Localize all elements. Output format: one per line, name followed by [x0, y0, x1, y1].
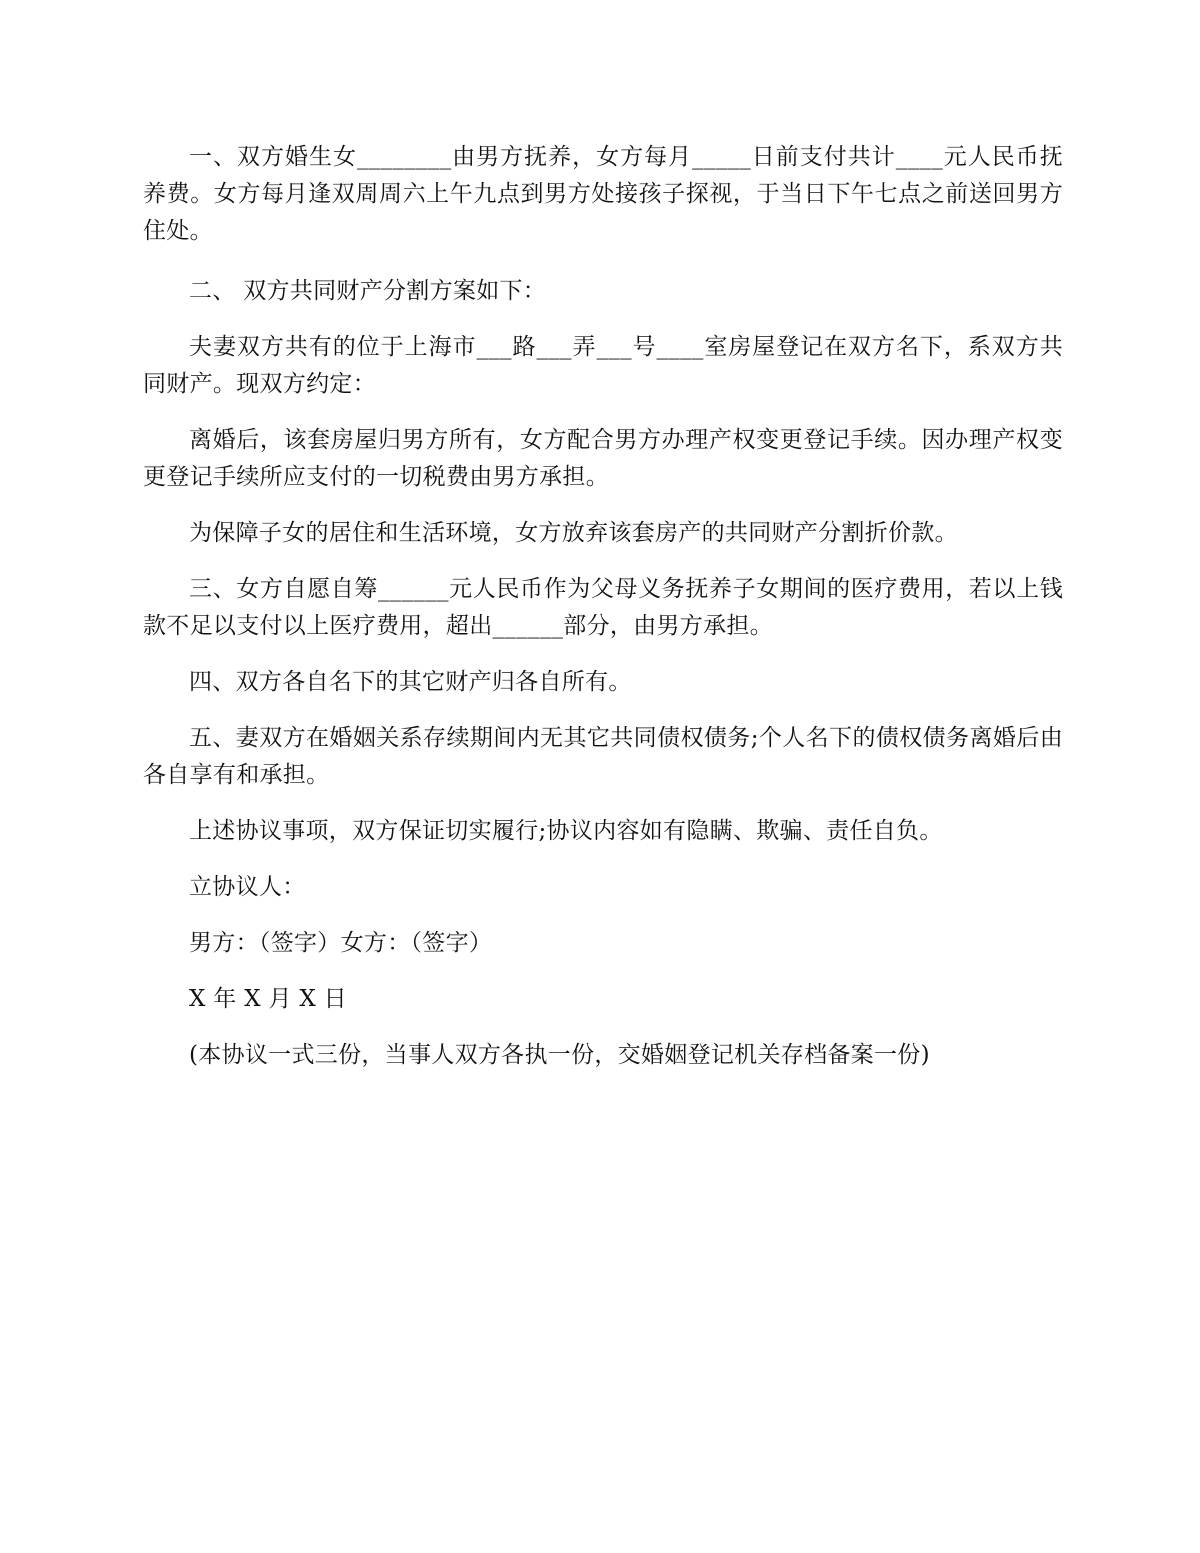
clause-1-child-custody: 一、双方婚生女________由男方抚养，女方每月_____日前支付共计____元人民币抚养费。女方每月逢双周周六上午九点到男方处接孩子探视，于当日下午七点之前送回男方住处。 — [143, 144, 1063, 244]
performance-guarantee: 上述协议事项，双方保证切实履行;协议内容如有隐瞒、欺骗、责任自负。 — [189, 818, 943, 844]
clause-3-medical-expenses: 三、女方自愿自筹______元人民币作为父母义务抚养子女期间的医疗费用，若以上钱款不足以支付以上医疗费用，超出______部分，由男方承担。 — [143, 576, 1063, 639]
copies-note: (本协议一式三份，当事人双方各执一份，交婚姻登记机关存档备案一份) — [189, 1042, 930, 1068]
property-waiver: 为保障子女的居住和生活环境，女方放弃该套房产的共同财产分割折价款。 — [189, 520, 958, 546]
property-description: 夫妻双方共有的位于上海市___路___弄___号____室房屋登记在双方名下，系双方共同财产。现双方约定： — [143, 334, 1063, 397]
signatories-label: 立协议人： — [189, 874, 306, 900]
clause-2-heading: 二、 双方共同财产分割方案如下： — [189, 278, 547, 304]
date-line: X 年 X 月 X 日 — [189, 986, 347, 1012]
property-ownership: 离婚后，该套房屋归男方所有，女方配合男方办理产权变更登记手续。因办理产权变更登记手续所应支付的一切税费由男方承担。 — [143, 427, 1063, 490]
clause-5-debts: 五、妻双方在婚姻关系存续期间内无其它共同债权债务;个人名下的债权债务离婚后由各自享有和承担。 — [143, 725, 1063, 788]
document-body — [143, 139, 1063, 1093]
signature-line: 男方：（签字）女方：（签字） — [189, 930, 493, 956]
clause-4-other-property: 四、双方各自名下的其它财产归各自所有。 — [189, 669, 632, 695]
